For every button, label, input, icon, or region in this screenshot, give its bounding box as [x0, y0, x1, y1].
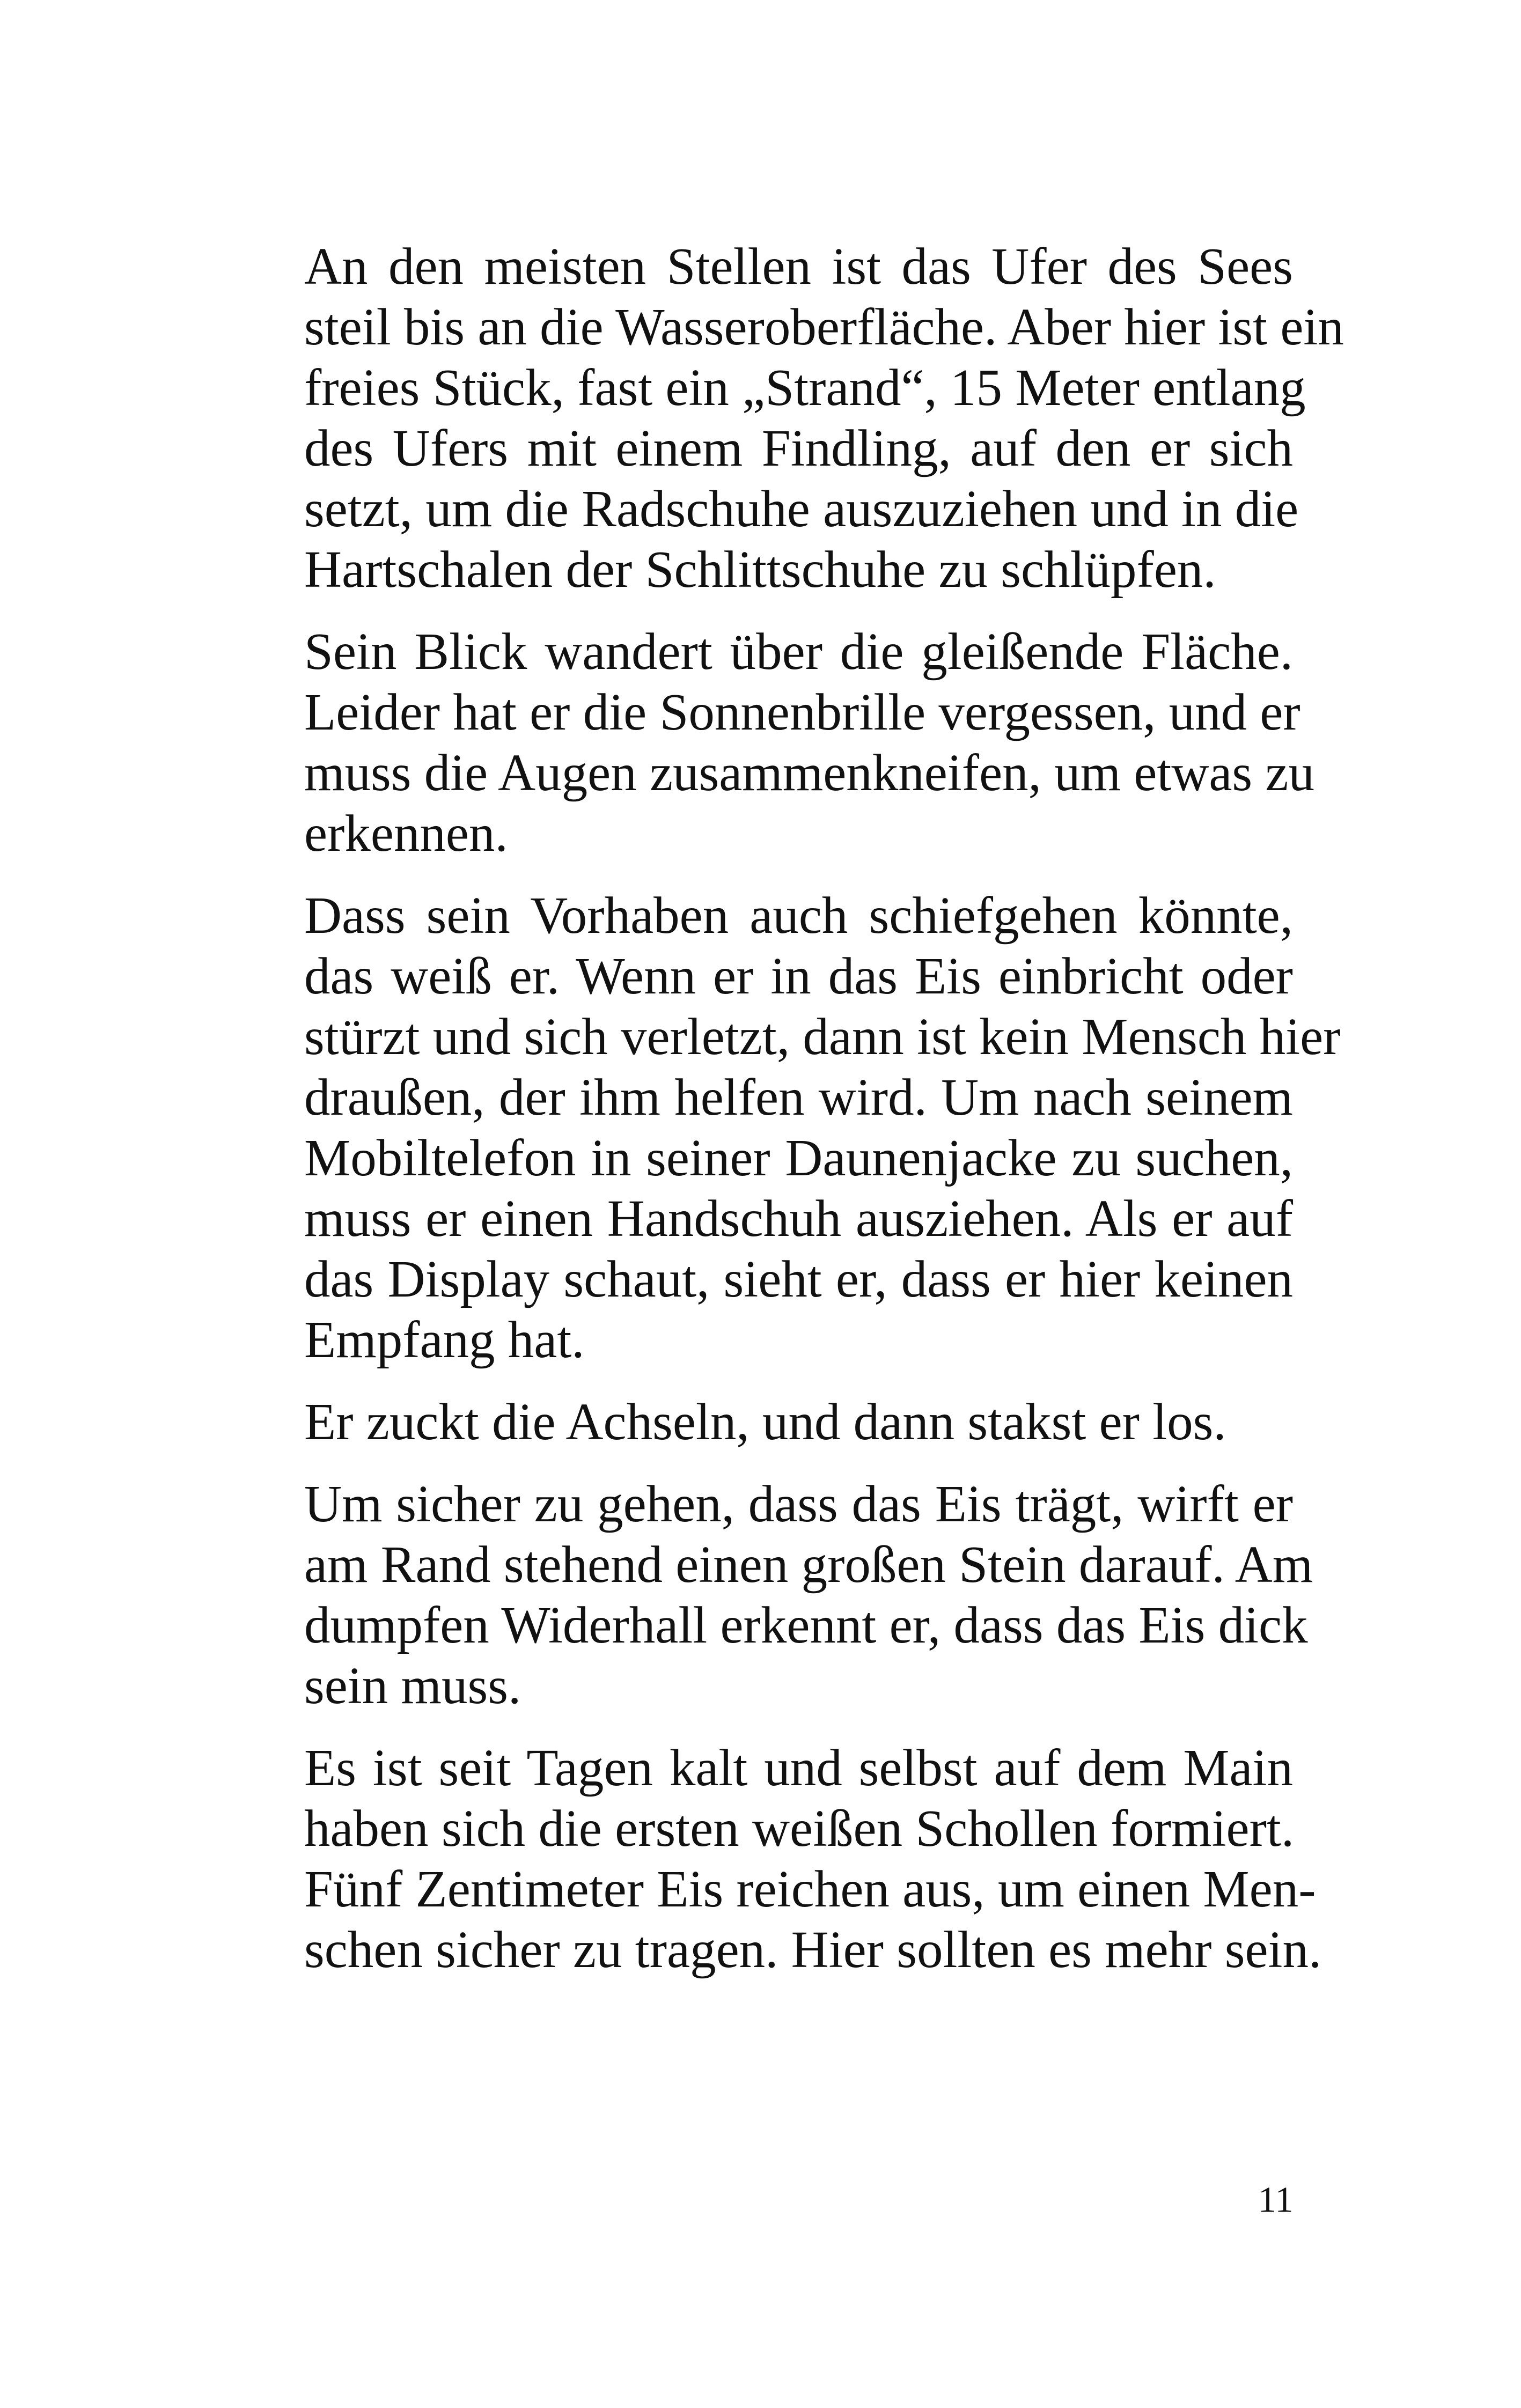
paragraph-3: [241, 885, 1341, 1370]
text-line: stürzt und sich verletzt, dann ist kein Mensch hier: [304, 1008, 1341, 1065]
text-line: haben sich die ersten weißen Schollen formiert.: [304, 1800, 1295, 1857]
text-line: dumpfen Widerhall erkennt er, dass das Eis dick: [304, 1596, 1308, 1654]
text-line: Er zuckt die Achseln, und dann stakst er los.: [304, 1393, 1226, 1450]
text-line: Hartschalen der Schlittschuhe zu schlüpfen.: [304, 541, 1216, 598]
text-line: Fünf Zentimeter Eis reichen aus, um einen Men-: [304, 1860, 1316, 1918]
paragraph-1: [241, 236, 1344, 600]
paragraph-4: [241, 1391, 1293, 1452]
text-line: schen sicher zu tragen. Hier sollten es mehr sein.: [304, 1921, 1322, 1978]
text-line: Empfang hat.: [304, 1311, 585, 1368]
text-line: Sein Blick wandert über die gleißende Fläche.: [304, 623, 1293, 680]
paragraph-2: [241, 621, 1314, 864]
text-line: muss er einen Handschuh ausziehen. Als er auf: [304, 1190, 1293, 1247]
text-line: das Display schaut, sieht er, dass er hier keinen: [304, 1250, 1293, 1308]
text-line: steil bis an die Wasseroberfläche. Aber hier ist ein: [304, 298, 1344, 356]
text-line: setzt, um die Radschuhe auszuziehen und in die: [304, 480, 1299, 537]
text-line: Um sicher zu gehen, dass das Eis trägt, wirft er: [304, 1475, 1293, 1533]
text-line: An den meisten Stellen ist das Ufer des Sees: [304, 238, 1293, 295]
book-page-body: [241, 236, 1344, 2001]
text-line: sein muss.: [304, 1657, 521, 1714]
text-line: draußen, der ihm helfen wird. Um nach seinem: [304, 1069, 1293, 1126]
text-line: erkennen.: [304, 805, 508, 862]
paragraph-6: [241, 1737, 1322, 1980]
text-line: das weiß er. Wenn er in das Eis einbricht oder: [304, 947, 1293, 1005]
text-line: des Ufers mit einem Findling, auf den er sich: [304, 419, 1293, 477]
text-line: Es ist seit Tagen kalt und selbst auf dem Main: [304, 1739, 1293, 1796]
text-line: Mobiltelefon in seiner Daunenjacke zu suchen,: [304, 1129, 1293, 1187]
text-line: Leider hat er die Sonnenbrille vergessen, und er: [304, 683, 1300, 741]
paragraph-5: [241, 1474, 1313, 1716]
text-line: muss die Augen zusammenkneifen, um etwas zu: [304, 744, 1314, 801]
text-line: freies Stück, fast ein „Strand“, 15 Meter entlang: [304, 359, 1306, 416]
text-line: Dass sein Vorhaben auch schiefgehen könnte,: [304, 887, 1293, 944]
text-line: am Rand stehend einen großen Stein darauf. Am: [304, 1536, 1313, 1593]
page-number: 11: [1258, 2179, 1294, 2220]
